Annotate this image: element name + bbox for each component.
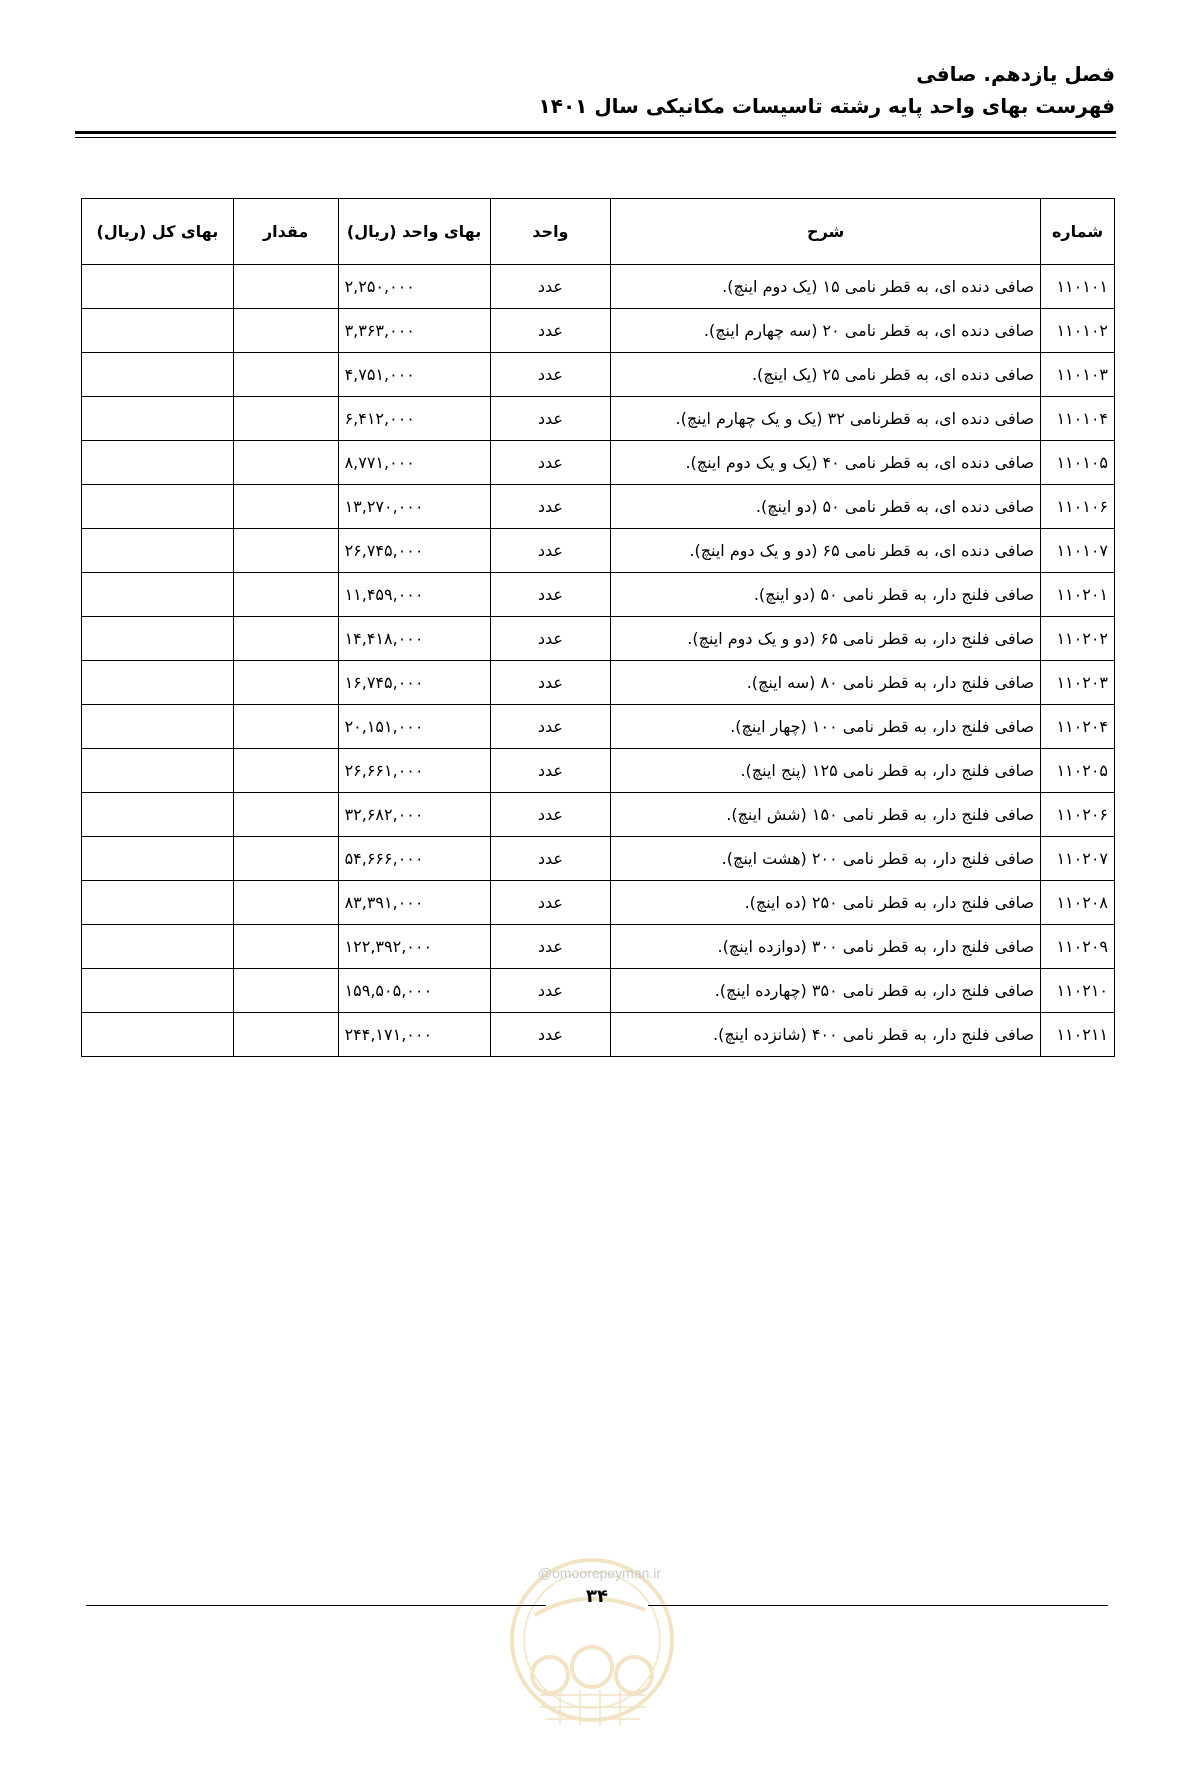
cell-total-price xyxy=(82,353,234,397)
cell-description: صافی دنده ای، به قطر نامی ۴۰ (یک و یک دوم اینچ). xyxy=(611,441,1041,485)
table-row xyxy=(82,705,1115,749)
cell-description: صافی دنده ای، به قطر نامی ۲۵ (یک اینچ). xyxy=(611,353,1041,397)
cell-unit-price: ۱۲۲,۳۹۲,۰۰۰ xyxy=(338,925,490,969)
cell-total-price xyxy=(82,925,234,969)
cell-unit: عدد xyxy=(490,573,611,617)
cell-total-price xyxy=(82,837,234,881)
table-body xyxy=(82,265,1115,1057)
cell-quantity xyxy=(233,441,338,485)
table-row xyxy=(82,353,1115,397)
cell-code: ۱۱۰۱۰۲ xyxy=(1041,309,1115,353)
table-row xyxy=(82,397,1115,441)
cell-unit: عدد xyxy=(490,617,611,661)
footer-divider-left xyxy=(86,1605,546,1606)
cell-unit-price: ۲۰,۱۵۱,۰۰۰ xyxy=(338,705,490,749)
table-row xyxy=(82,573,1115,617)
cell-unit-price: ۱۵۹,۵۰۵,۰۰۰ xyxy=(338,969,490,1013)
cell-unit-price: ۶,۴۱۲,۰۰۰ xyxy=(338,397,490,441)
table-row xyxy=(82,1013,1115,1057)
header-divider-thin xyxy=(75,137,1116,138)
cell-unit: عدد xyxy=(490,353,611,397)
cell-quantity xyxy=(233,529,338,573)
page-header xyxy=(75,58,1115,122)
cell-total-price xyxy=(82,749,234,793)
cell-total-price xyxy=(82,969,234,1013)
cell-description: صافی فلنج دار، به قطر نامی ۳۰۰ (دوازده اینچ). xyxy=(611,925,1041,969)
column-header-quantity: مقدار xyxy=(233,199,338,265)
cell-unit: عدد xyxy=(490,1013,611,1057)
cell-unit: عدد xyxy=(490,705,611,749)
column-header-code: شماره xyxy=(1041,199,1115,265)
cell-total-price xyxy=(82,793,234,837)
cell-unit-price: ۱۴,۴۱۸,۰۰۰ xyxy=(338,617,490,661)
table-row xyxy=(82,265,1115,309)
cell-quantity xyxy=(233,969,338,1013)
cell-total-price xyxy=(82,1013,234,1057)
cell-description: صافی دنده ای، به قطر نامی ۶۵ (دو و یک دوم اینچ). xyxy=(611,529,1041,573)
column-header-unit: واحد xyxy=(490,199,611,265)
cell-unit: عدد xyxy=(490,749,611,793)
cell-unit: عدد xyxy=(490,309,611,353)
cell-description: صافی دنده ای، به قطر نامی ۲۰ (سه چهارم اینچ). xyxy=(611,309,1041,353)
cell-unit: عدد xyxy=(490,793,611,837)
cell-unit: عدد xyxy=(490,881,611,925)
cell-total-price xyxy=(82,309,234,353)
table-row xyxy=(82,309,1115,353)
cell-quantity xyxy=(233,265,338,309)
cell-unit-price: ۸۳,۳۹۱,۰۰۰ xyxy=(338,881,490,925)
cell-quantity xyxy=(233,705,338,749)
cell-description: صافی دنده ای، به قطر نامی ۵۰ (دو اینچ). xyxy=(611,485,1041,529)
cell-description: صافی فلنج دار، به قطر نامی ۶۵ (دو و یک دوم اینچ). xyxy=(611,617,1041,661)
cell-code: ۱۱۰۲۰۲ xyxy=(1041,617,1115,661)
cell-total-price xyxy=(82,529,234,573)
cell-description: صافی فلنج دار، به قطر نامی ۱۰۰ (چهار اینچ). xyxy=(611,705,1041,749)
column-header-description: شرح xyxy=(611,199,1041,265)
cell-code: ۱۱۰۱۰۱ xyxy=(1041,265,1115,309)
cell-unit-price: ۱۶,۷۴۵,۰۰۰ xyxy=(338,661,490,705)
table-row xyxy=(82,969,1115,1013)
cell-quantity xyxy=(233,309,338,353)
cell-code: ۱۱۰۲۰۶ xyxy=(1041,793,1115,837)
table-row xyxy=(82,925,1115,969)
cell-unit: عدد xyxy=(490,265,611,309)
cell-description: صافی فلنج دار، به قطر نامی ۲۰۰ (هشت اینچ). xyxy=(611,837,1041,881)
cell-code: ۱۱۰۱۰۵ xyxy=(1041,441,1115,485)
cell-description: صافی فلنج دار، به قطر نامی ۸۰ (سه اینچ). xyxy=(611,661,1041,705)
cell-quantity xyxy=(233,925,338,969)
cell-code: ۱۱۰۲۱۰ xyxy=(1041,969,1115,1013)
cell-unit-price: ۲۶,۶۶۱,۰۰۰ xyxy=(338,749,490,793)
cell-total-price xyxy=(82,617,234,661)
cell-total-price xyxy=(82,705,234,749)
cell-unit-price: ۱۱,۴۵۹,۰۰۰ xyxy=(338,573,490,617)
cell-total-price xyxy=(82,485,234,529)
cell-total-price xyxy=(82,881,234,925)
cell-code: ۱۱۰۲۰۸ xyxy=(1041,881,1115,925)
cell-unit-price: ۲,۲۵۰,۰۰۰ xyxy=(338,265,490,309)
cell-code: ۱۱۰۲۰۱ xyxy=(1041,573,1115,617)
cell-quantity xyxy=(233,749,338,793)
cell-unit-price: ۴,۷۵۱,۰۰۰ xyxy=(338,353,490,397)
cell-quantity xyxy=(233,573,338,617)
cell-unit-price: ۱۳,۲۷۰,۰۰۰ xyxy=(338,485,490,529)
cell-unit-price: ۲۴۴,۱۷۱,۰۰۰ xyxy=(338,1013,490,1057)
price-list-title: فهرست بهای واحد پایه رشته تاسیسات مکانیکی سال ۱۴۰۱ xyxy=(538,94,1115,118)
table-row xyxy=(82,617,1115,661)
price-table xyxy=(81,198,1115,1057)
cell-quantity xyxy=(233,661,338,705)
cell-quantity xyxy=(233,617,338,661)
cell-unit: عدد xyxy=(490,397,611,441)
cell-total-price xyxy=(82,397,234,441)
cell-code: ۱۱۰۱۰۶ xyxy=(1041,485,1115,529)
cell-quantity xyxy=(233,353,338,397)
cell-unit-price: ۸,۷۷۱,۰۰۰ xyxy=(338,441,490,485)
cell-total-price xyxy=(82,265,234,309)
header-divider-thick xyxy=(75,131,1116,134)
cell-quantity xyxy=(233,881,338,925)
cell-total-price xyxy=(82,661,234,705)
cell-unit: عدد xyxy=(490,837,611,881)
page-number: ۳۴ xyxy=(586,1586,608,1607)
cell-unit: عدد xyxy=(490,485,611,529)
cell-code: ۱۱۰۲۰۷ xyxy=(1041,837,1115,881)
cell-description: صافی فلنج دار، به قطر نامی ۳۵۰ (چهارده اینچ). xyxy=(611,969,1041,1013)
table-row xyxy=(82,749,1115,793)
table-row xyxy=(82,529,1115,573)
cell-description: صافی فلنج دار، به قطر نامی ۱۲۵ (پنج اینچ). xyxy=(611,749,1041,793)
cell-unit-price: ۳۲,۶۸۲,۰۰۰ xyxy=(338,793,490,837)
table-row xyxy=(82,485,1115,529)
cell-code: ۱۱۰۲۰۳ xyxy=(1041,661,1115,705)
table-row xyxy=(82,661,1115,705)
cell-code: ۱۱۰۱۰۷ xyxy=(1041,529,1115,573)
cell-description: صافی فلنج دار، به قطر نامی ۱۵۰ (شش اینچ). xyxy=(611,793,1041,837)
cell-unit-price: ۲۶,۷۴۵,۰۰۰ xyxy=(338,529,490,573)
cell-description: صافی فلنج دار، به قطر نامی ۵۰ (دو اینچ). xyxy=(611,573,1041,617)
cell-quantity xyxy=(233,1013,338,1057)
cell-description: صافی فلنج دار، به قطر نامی ۲۵۰ (ده اینچ). xyxy=(611,881,1041,925)
watermark-url: @omoorepeyman.ir xyxy=(537,1565,662,1581)
table-row xyxy=(82,793,1115,837)
cell-unit: عدد xyxy=(490,529,611,573)
cell-unit: عدد xyxy=(490,969,611,1013)
cell-code: ۱۱۰۲۰۴ xyxy=(1041,705,1115,749)
table-header-row xyxy=(82,199,1115,265)
cell-code: ۱۱۰۲۰۹ xyxy=(1041,925,1115,969)
cell-quantity xyxy=(233,793,338,837)
chapter-title: فصل یازدهم. صافی xyxy=(916,62,1115,86)
cell-total-price xyxy=(82,441,234,485)
cell-description: صافی فلنج دار، به قطر نامی ۴۰۰ (شانزده اینچ). xyxy=(611,1013,1041,1057)
footer-divider-right xyxy=(648,1605,1108,1606)
cell-quantity xyxy=(233,837,338,881)
column-header-total-price: بهای کل (ریال) xyxy=(82,199,234,265)
column-header-unit-price: بهای واحد (ریال) xyxy=(338,199,490,265)
cell-unit-price: ۵۴,۶۶۶,۰۰۰ xyxy=(338,837,490,881)
table-row xyxy=(82,881,1115,925)
cell-code: ۱۱۰۱۰۳ xyxy=(1041,353,1115,397)
cell-description: صافی دنده ای، به قطرنامی ۳۲ (یک و یک چهارم اینچ). xyxy=(611,397,1041,441)
table-row xyxy=(82,837,1115,881)
cell-unit: عدد xyxy=(490,441,611,485)
cell-total-price xyxy=(82,573,234,617)
cell-unit: عدد xyxy=(490,925,611,969)
cell-quantity xyxy=(233,397,338,441)
cell-unit-price: ۳,۳۶۳,۰۰۰ xyxy=(338,309,490,353)
cell-code: ۱۱۰۲۱۱ xyxy=(1041,1013,1115,1057)
cell-code: ۱۱۰۲۰۵ xyxy=(1041,749,1115,793)
cell-unit: عدد xyxy=(490,661,611,705)
cell-code: ۱۱۰۱۰۴ xyxy=(1041,397,1115,441)
table-row xyxy=(82,441,1115,485)
cell-quantity xyxy=(233,485,338,529)
cell-description: صافی دنده ای، به قطر نامی ۱۵ (یک دوم اینچ). xyxy=(611,265,1041,309)
